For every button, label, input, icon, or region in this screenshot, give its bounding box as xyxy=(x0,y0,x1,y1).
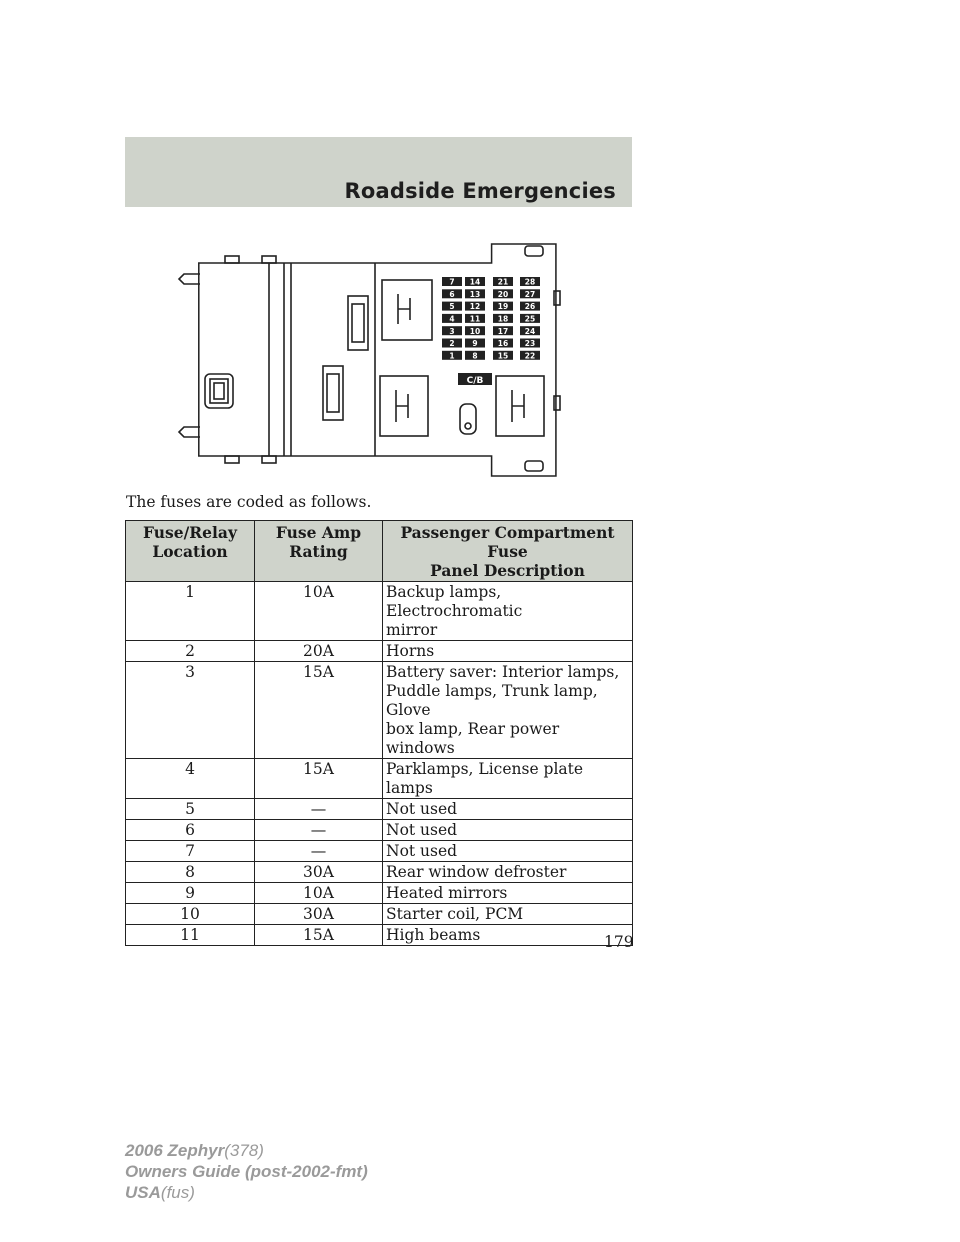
cell-rating: 20A xyxy=(255,641,383,662)
fuse-slot xyxy=(465,302,485,312)
footer-model-code: (378) xyxy=(224,1141,264,1160)
fuse-number: 10 xyxy=(469,326,481,336)
table-row xyxy=(126,759,633,799)
footer xyxy=(125,1140,368,1203)
cell-location: 1 xyxy=(126,582,255,641)
cell-rating: 15A xyxy=(255,925,383,946)
fuse-number: 20 xyxy=(497,289,509,299)
footer-model: 2006 Zephyr xyxy=(125,1141,225,1160)
table-row xyxy=(126,883,633,904)
cell-description xyxy=(383,925,633,946)
fuse-number: 15 xyxy=(497,351,509,361)
fuse-slot xyxy=(493,351,513,361)
cell-description xyxy=(383,820,633,841)
fuse-slot xyxy=(520,339,540,349)
fuse-number: 12 xyxy=(469,302,481,312)
description-line: Backup lamps, Electrochromatic xyxy=(386,583,523,620)
fuse-slot xyxy=(465,314,485,324)
cell-description xyxy=(383,662,633,759)
fuse-number: 19 xyxy=(497,302,509,312)
fuse-number: 8 xyxy=(472,351,478,361)
cell-description xyxy=(383,641,633,662)
fuse-slot xyxy=(493,302,513,312)
fuse-slot xyxy=(442,351,462,361)
section-header xyxy=(125,137,632,207)
fuse-number: 11 xyxy=(469,314,481,324)
fuse-number: 9 xyxy=(472,339,478,349)
fuse-panel-diagram xyxy=(170,236,570,481)
cell-rating: 15A xyxy=(255,759,383,799)
table-row xyxy=(126,582,633,641)
fuse-slot xyxy=(465,289,485,299)
cb-label: C/B xyxy=(466,376,484,386)
table-row xyxy=(126,925,633,946)
description-line: High beams xyxy=(386,926,481,944)
table-row xyxy=(126,904,633,925)
fuse-slot xyxy=(493,339,513,349)
footer-line-3 xyxy=(125,1182,368,1203)
fuse-number: 5 xyxy=(449,302,455,312)
fuse-number: 18 xyxy=(497,314,509,324)
cell-description xyxy=(383,862,633,883)
fuse-number: 16 xyxy=(497,339,509,349)
fuse-slot xyxy=(442,326,462,336)
footer-line-2 xyxy=(125,1161,368,1182)
cell-location: 10 xyxy=(126,904,255,925)
intro-text: The fuses are coded as follows. xyxy=(126,493,372,511)
cell-location: 5 xyxy=(126,799,255,820)
table-header-row xyxy=(126,521,633,582)
cell-location: 6 xyxy=(126,820,255,841)
fuse-number: 24 xyxy=(524,326,536,336)
cell-description xyxy=(383,799,633,820)
table-row xyxy=(126,662,633,759)
fuse-table xyxy=(125,520,633,946)
cell-location: 7 xyxy=(126,841,255,862)
cell-description xyxy=(383,582,633,641)
header-rating-line1: Fuse Amp xyxy=(275,523,362,542)
cell-rating: 10A xyxy=(255,883,383,904)
fuse-slot xyxy=(442,277,462,287)
fuse-number: 13 xyxy=(469,289,481,299)
footer-market-code: (fus) xyxy=(160,1183,195,1202)
fuse-slot xyxy=(520,302,540,312)
cell-description xyxy=(383,883,633,904)
header-location xyxy=(126,521,255,582)
cell-location: 9 xyxy=(126,883,255,904)
fuse-slot xyxy=(442,302,462,312)
description-line: Puddle lamps, Trunk lamp, Glove xyxy=(386,682,598,719)
cell-description xyxy=(383,759,633,799)
fuse-number: 1 xyxy=(449,351,455,361)
fuse-number: 14 xyxy=(469,277,481,287)
description-line: Battery saver: Interior lamps, xyxy=(386,663,620,681)
header-rating xyxy=(255,521,383,582)
fuse-number: 26 xyxy=(524,302,536,312)
cell-rating: — xyxy=(255,820,383,841)
description-line: Not used xyxy=(386,800,458,818)
table-row xyxy=(126,799,633,820)
description-line: Horns xyxy=(386,642,435,660)
section-title: Roadside Emergencies xyxy=(344,179,616,203)
table-row xyxy=(126,841,633,862)
description-line: Parklamps, License plate lamps xyxy=(386,760,584,797)
description-line: Rear window defroster xyxy=(386,863,567,881)
cell-rating: 15A xyxy=(255,662,383,759)
fuse-number: 4 xyxy=(449,314,455,324)
table-row xyxy=(126,820,633,841)
cell-rating: — xyxy=(255,841,383,862)
cell-location: 4 xyxy=(126,759,255,799)
cell-description xyxy=(383,904,633,925)
cell-location: 3 xyxy=(126,662,255,759)
fuse-slot xyxy=(493,277,513,287)
description-line: box lamp, Rear power windows xyxy=(386,720,560,757)
cell-rating: — xyxy=(255,799,383,820)
header-description-line1: Passenger Compartment Fuse xyxy=(400,523,615,561)
fuse-slot xyxy=(520,351,540,361)
fuse-number: 27 xyxy=(524,289,536,299)
fuse-slot xyxy=(465,339,485,349)
cell-location: 2 xyxy=(126,641,255,662)
fuse-slot xyxy=(442,339,462,349)
fuse-slot xyxy=(442,314,462,324)
fuse-number: 23 xyxy=(524,339,536,349)
fuse-table-body xyxy=(126,582,633,946)
header-description-line2: Panel Description xyxy=(430,561,585,580)
fuse-number: 25 xyxy=(524,314,536,324)
fuse-number: 6 xyxy=(449,289,455,299)
footer-line-1 xyxy=(125,1140,368,1161)
cell-description xyxy=(383,841,633,862)
page-number: 179 xyxy=(604,933,634,951)
fuse-slot xyxy=(465,326,485,336)
fuse-slot xyxy=(442,289,462,299)
footer-market: USA xyxy=(125,1183,161,1202)
fuse-slot xyxy=(520,314,540,324)
fuse-slot xyxy=(520,326,540,336)
fuse-grid xyxy=(442,277,540,360)
cell-rating: 10A xyxy=(255,582,383,641)
fuse-slot xyxy=(493,326,513,336)
fuse-slot xyxy=(493,314,513,324)
cell-rating: 30A xyxy=(255,904,383,925)
fuse-slot xyxy=(465,277,485,287)
description-line: Heated mirrors xyxy=(386,884,508,902)
cell-location: 8 xyxy=(126,862,255,883)
header-description xyxy=(383,521,633,582)
description-line: Not used xyxy=(386,842,458,860)
fuse-number: 17 xyxy=(497,326,509,336)
description-line: mirror xyxy=(386,621,438,639)
description-line: Starter coil, PCM xyxy=(386,905,524,923)
header-location-line2: Location xyxy=(152,542,228,561)
table-row xyxy=(126,641,633,662)
fuse-slot xyxy=(465,351,485,361)
fuse-slot xyxy=(520,289,540,299)
cell-location: 11 xyxy=(126,925,255,946)
fuse-slot xyxy=(493,289,513,299)
fuse-number: 7 xyxy=(449,277,455,287)
table-row xyxy=(126,862,633,883)
fuse-number: 21 xyxy=(497,277,509,287)
fuse-slot xyxy=(520,277,540,287)
fuse-number: 22 xyxy=(524,351,536,361)
header-rating-line2: Rating xyxy=(289,542,348,561)
fuse-number: 3 xyxy=(449,326,455,336)
cell-rating: 30A xyxy=(255,862,383,883)
description-line: Not used xyxy=(386,821,458,839)
footer-guide: Owners Guide (post-2002-fmt) xyxy=(125,1162,368,1181)
header-location-line1: Fuse/Relay xyxy=(143,523,237,542)
fuse-number: 28 xyxy=(524,277,536,287)
fuse-number: 2 xyxy=(449,339,455,349)
